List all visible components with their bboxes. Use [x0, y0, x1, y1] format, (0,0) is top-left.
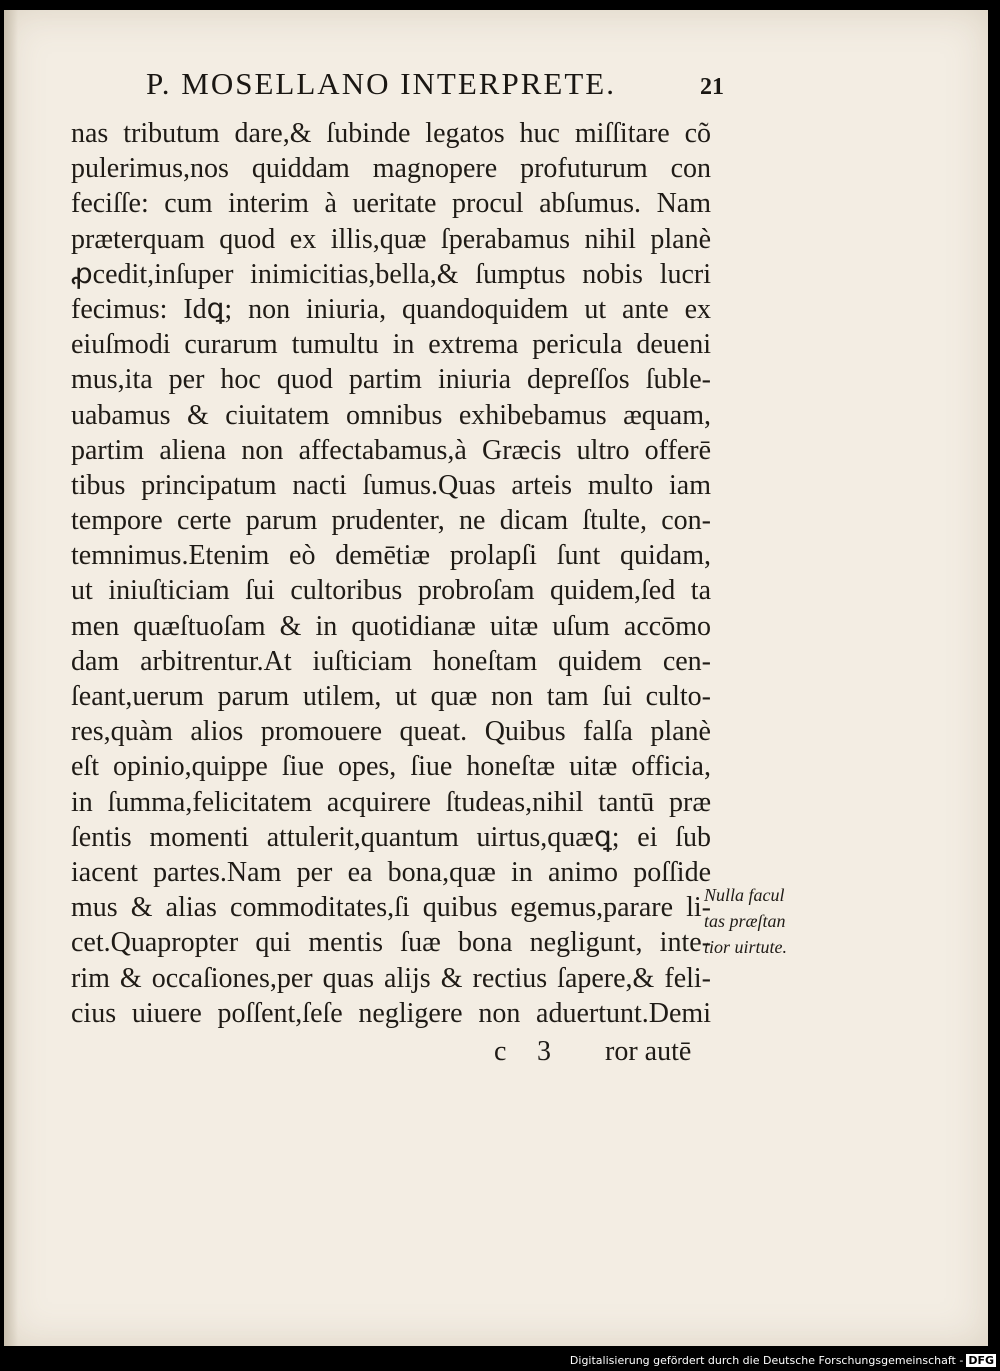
text-line: ſentis momenti attulerit,quantum uirtus,quæꝗ; ei ſub	[71, 821, 711, 853]
running-head: P. MOSELLANO INTERPRETE.	[146, 66, 616, 101]
text-line: dam arbitrentur.At iuſticiam honeſtam quidem cen-	[71, 645, 711, 677]
text-line: mus & alias commoditates,ſi quibus egemus,parare li-	[71, 892, 711, 924]
signature-letter: c	[494, 1036, 507, 1067]
book-page	[4, 10, 988, 1346]
text-line: eſt opinio,quippe ſiue opes, ſiue honeſtæ uitæ officia,	[71, 751, 711, 783]
marginal-note-line: Nulla facul	[704, 885, 785, 905]
text-line: in ſumma,felicitatem acquirere ſtudeas,nihil tantū præ	[71, 786, 711, 818]
text-line: cet.Quapropter qui mentis ſuæ bona negligunt, inte-	[71, 927, 711, 959]
text-line: partim aliena non affectabamus,à Græcis ultro offerē	[71, 434, 711, 466]
text-line: pulerimus,nos quiddam magnopere profuturum con	[71, 153, 711, 185]
text-line: tibus principatum nacti ſumus.Quas arteis multo iam	[71, 469, 711, 501]
text-line: ut iniuſticiam ſui cultoribus probroſam quidem,ſed ta	[71, 575, 711, 607]
text-line: ſeant,uerum parum utilem, ut quæ non tam ſui culto-	[71, 681, 711, 712]
text-line: uabamus & ciuitatem omnibus exhibebamus æquam,	[71, 399, 711, 431]
text-line: præterquam quod ex illis,quæ ſperabamus nihil planè	[71, 223, 711, 255]
marginal-note	[704, 882, 824, 960]
text-line: tempore certe parum prudenter, ne dicam ſtulte, con-	[71, 505, 711, 537]
body-text	[71, 116, 711, 1031]
text-line: feciſſe: cum interim à ueritate procul abſumus. Nam	[71, 188, 711, 220]
text-line: ꝓcedit,inſuper inimicitias,bella,& ſumptus nobis lucri	[71, 258, 711, 290]
folio-number: 21	[700, 74, 724, 100]
text-line: cius uiuere poſſent,ſeſe negligere non aduertunt.Demi	[71, 997, 711, 1029]
catchword: ror autē	[605, 1036, 692, 1067]
text-line: nas tributum dare,& ſubinde legatos huc miſſitare cõ	[71, 118, 711, 149]
marginal-note-line: tas præſtan	[704, 911, 786, 931]
marginal-note-line: tior uirtute.	[704, 937, 788, 957]
text-line: men quæſtuoſam & in quotidianæ uitæ uſum accōmo	[71, 610, 711, 642]
text-line: res,quàm alios promouere queat. Quibus falſa planè	[71, 716, 711, 748]
text-line: rim & occaſiones,per quas alijs & rectius ſapere,& feli-	[71, 962, 711, 994]
text-line: mus,ita per hoc quod partim iniuria depreſſos ſuble-	[71, 364, 711, 396]
credit-text: Digitalisierung gefördert durch die Deutsche Forschungsgemeinschaft -	[569, 1354, 964, 1367]
digitization-credit	[570, 1354, 996, 1367]
text-line: iacent partes.Nam per ea bona,quæ in animo poſſide	[71, 856, 711, 888]
text-line: temnimus.Etenim eò demētiæ prolapſi ſunt quidam,	[71, 540, 711, 572]
text-line: fecimus: Idꝗ; non iniuria, quandoquidem ut ante ex	[71, 293, 711, 325]
dfg-logo: DFG	[968, 1354, 994, 1367]
text-line: eiuſmodi curarum tumultu in extrema pericula deueni	[71, 329, 711, 361]
signature-number: 3	[537, 1036, 551, 1067]
